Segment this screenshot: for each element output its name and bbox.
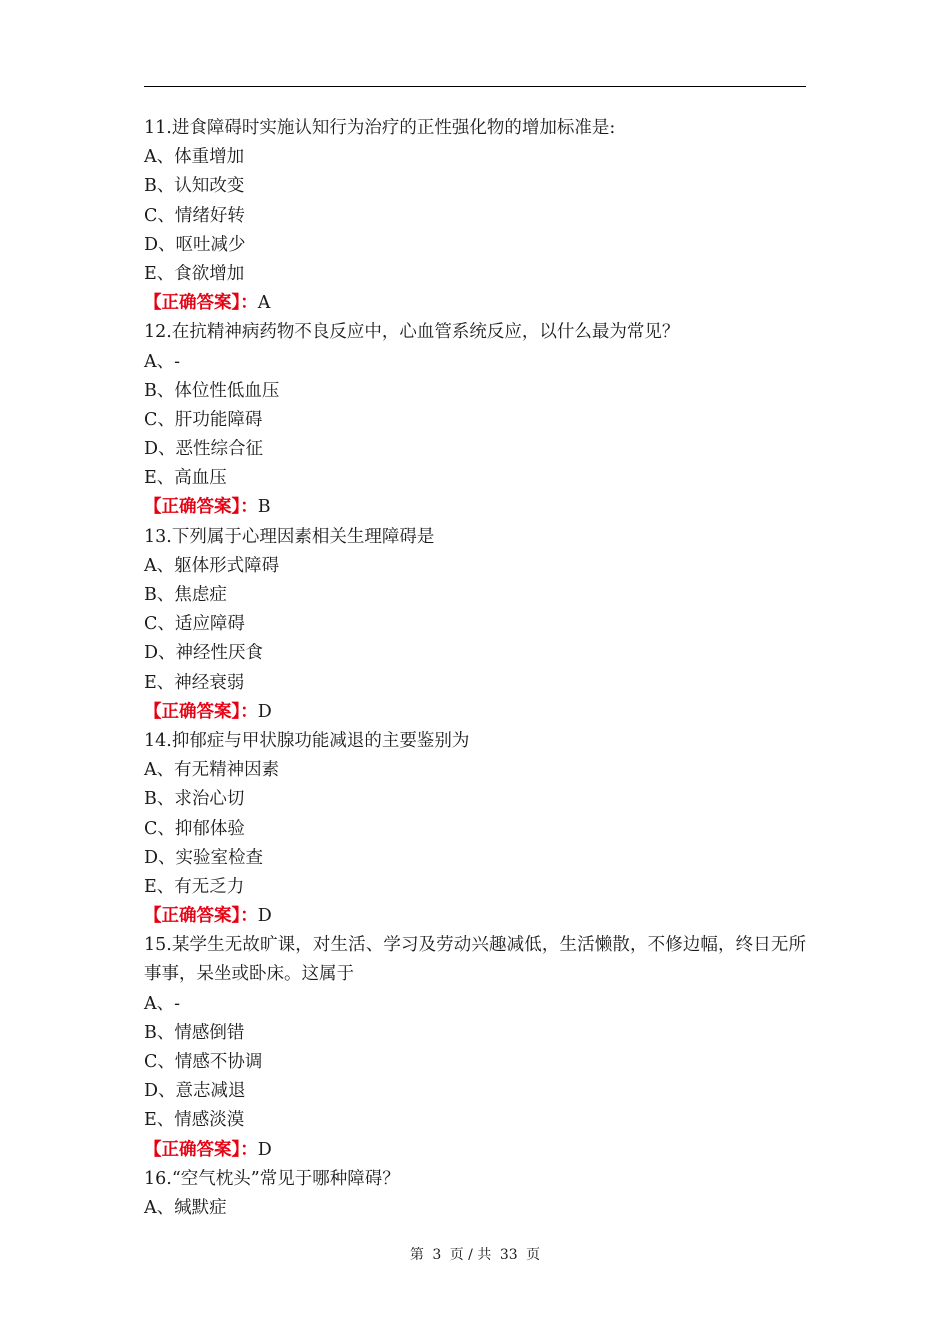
option: A、有无精神因素 [144,760,280,781]
option: E、食欲增加 [144,263,245,284]
option: E、神经衰弱 [144,672,245,693]
page-footer [0,1244,950,1264]
answer-label: 【正确答案】： [144,497,258,518]
answer-value: D [257,906,272,927]
option: B、情感倒错 [144,1022,245,1043]
footer-page-number: 3 [432,1247,442,1263]
option: B、体位性低血压 [144,380,280,401]
option: E、高血压 [144,468,227,489]
question-block [144,1165,806,1223]
option: A、缄默症 [144,1197,227,1218]
question-block [144,931,806,1165]
question-text: 15.某学生无故旷课，对生活、学习及劳动兴趣减低，生活懒散，不修边幅，终日无所事事，呆坐或卧床。这属于 [144,935,806,985]
question-block [144,727,806,931]
answer-value: D [257,1139,272,1160]
footer-mid: 页 / 共 [449,1247,492,1263]
option: B、求治心切 [144,789,245,810]
question-text: 16.“空气枕头”常见于哪种障碍？ [144,1168,400,1189]
answer-label: 【正确答案】： [144,1139,258,1160]
answer-label: 【正确答案】： [144,906,258,927]
answer-value: A [257,293,271,314]
option: C、情绪好转 [144,205,245,226]
option: A、- [144,351,181,372]
question-text: 11.进食障碍时实施认知行为治疗的正性强化物的增加标准是: [144,118,616,138]
option: A、- [144,993,181,1014]
question-text: 12.在抗精神病药物不良反应中，心血管系统反应，以什么最为常见？ [144,322,680,343]
option: A、体重增加 [144,147,245,168]
answer-row [144,1136,806,1165]
answer-row [144,698,806,727]
question-text: 13.下列属于心理因素相关生理障碍是 [144,526,435,547]
footer-total-pages: 33 [499,1247,518,1263]
option: D、意志减退 [144,1081,246,1102]
footer-prefix: 第 [409,1247,424,1263]
option: C、适应障碍 [144,614,245,635]
answer-label: 【正确答案】： [144,701,258,722]
option: E、有无乏力 [144,876,245,897]
question-block [144,318,806,522]
option: E、情感淡漠 [144,1110,245,1131]
option: D、呕吐减少 [144,234,246,255]
option: A、躯体形式障碍 [144,555,280,576]
answer-row [144,493,806,522]
question-block [144,523,806,727]
answer-row [144,289,806,318]
option: D、实验室检查 [144,847,264,868]
option: B、焦虑症 [144,585,227,605]
option: D、神经性厌食 [144,643,264,664]
option: D、恶性综合征 [144,439,264,460]
option: C、情感不协调 [144,1052,263,1073]
header-rule [144,86,806,87]
answer-value: D [257,701,272,722]
question-block [144,114,806,318]
question-list [144,114,806,1223]
answer-label: 【正确答案】： [144,293,258,314]
footer-suffix: 页 [526,1247,541,1263]
answer-value: B [257,497,271,518]
option: B、认知改变 [144,176,245,197]
question-text: 14.抑郁症与甲状腺功能减退的主要鉴别为 [144,730,470,751]
option: C、抑郁体验 [144,818,245,839]
option: C、肝功能障碍 [144,409,263,430]
answer-row [144,902,806,931]
